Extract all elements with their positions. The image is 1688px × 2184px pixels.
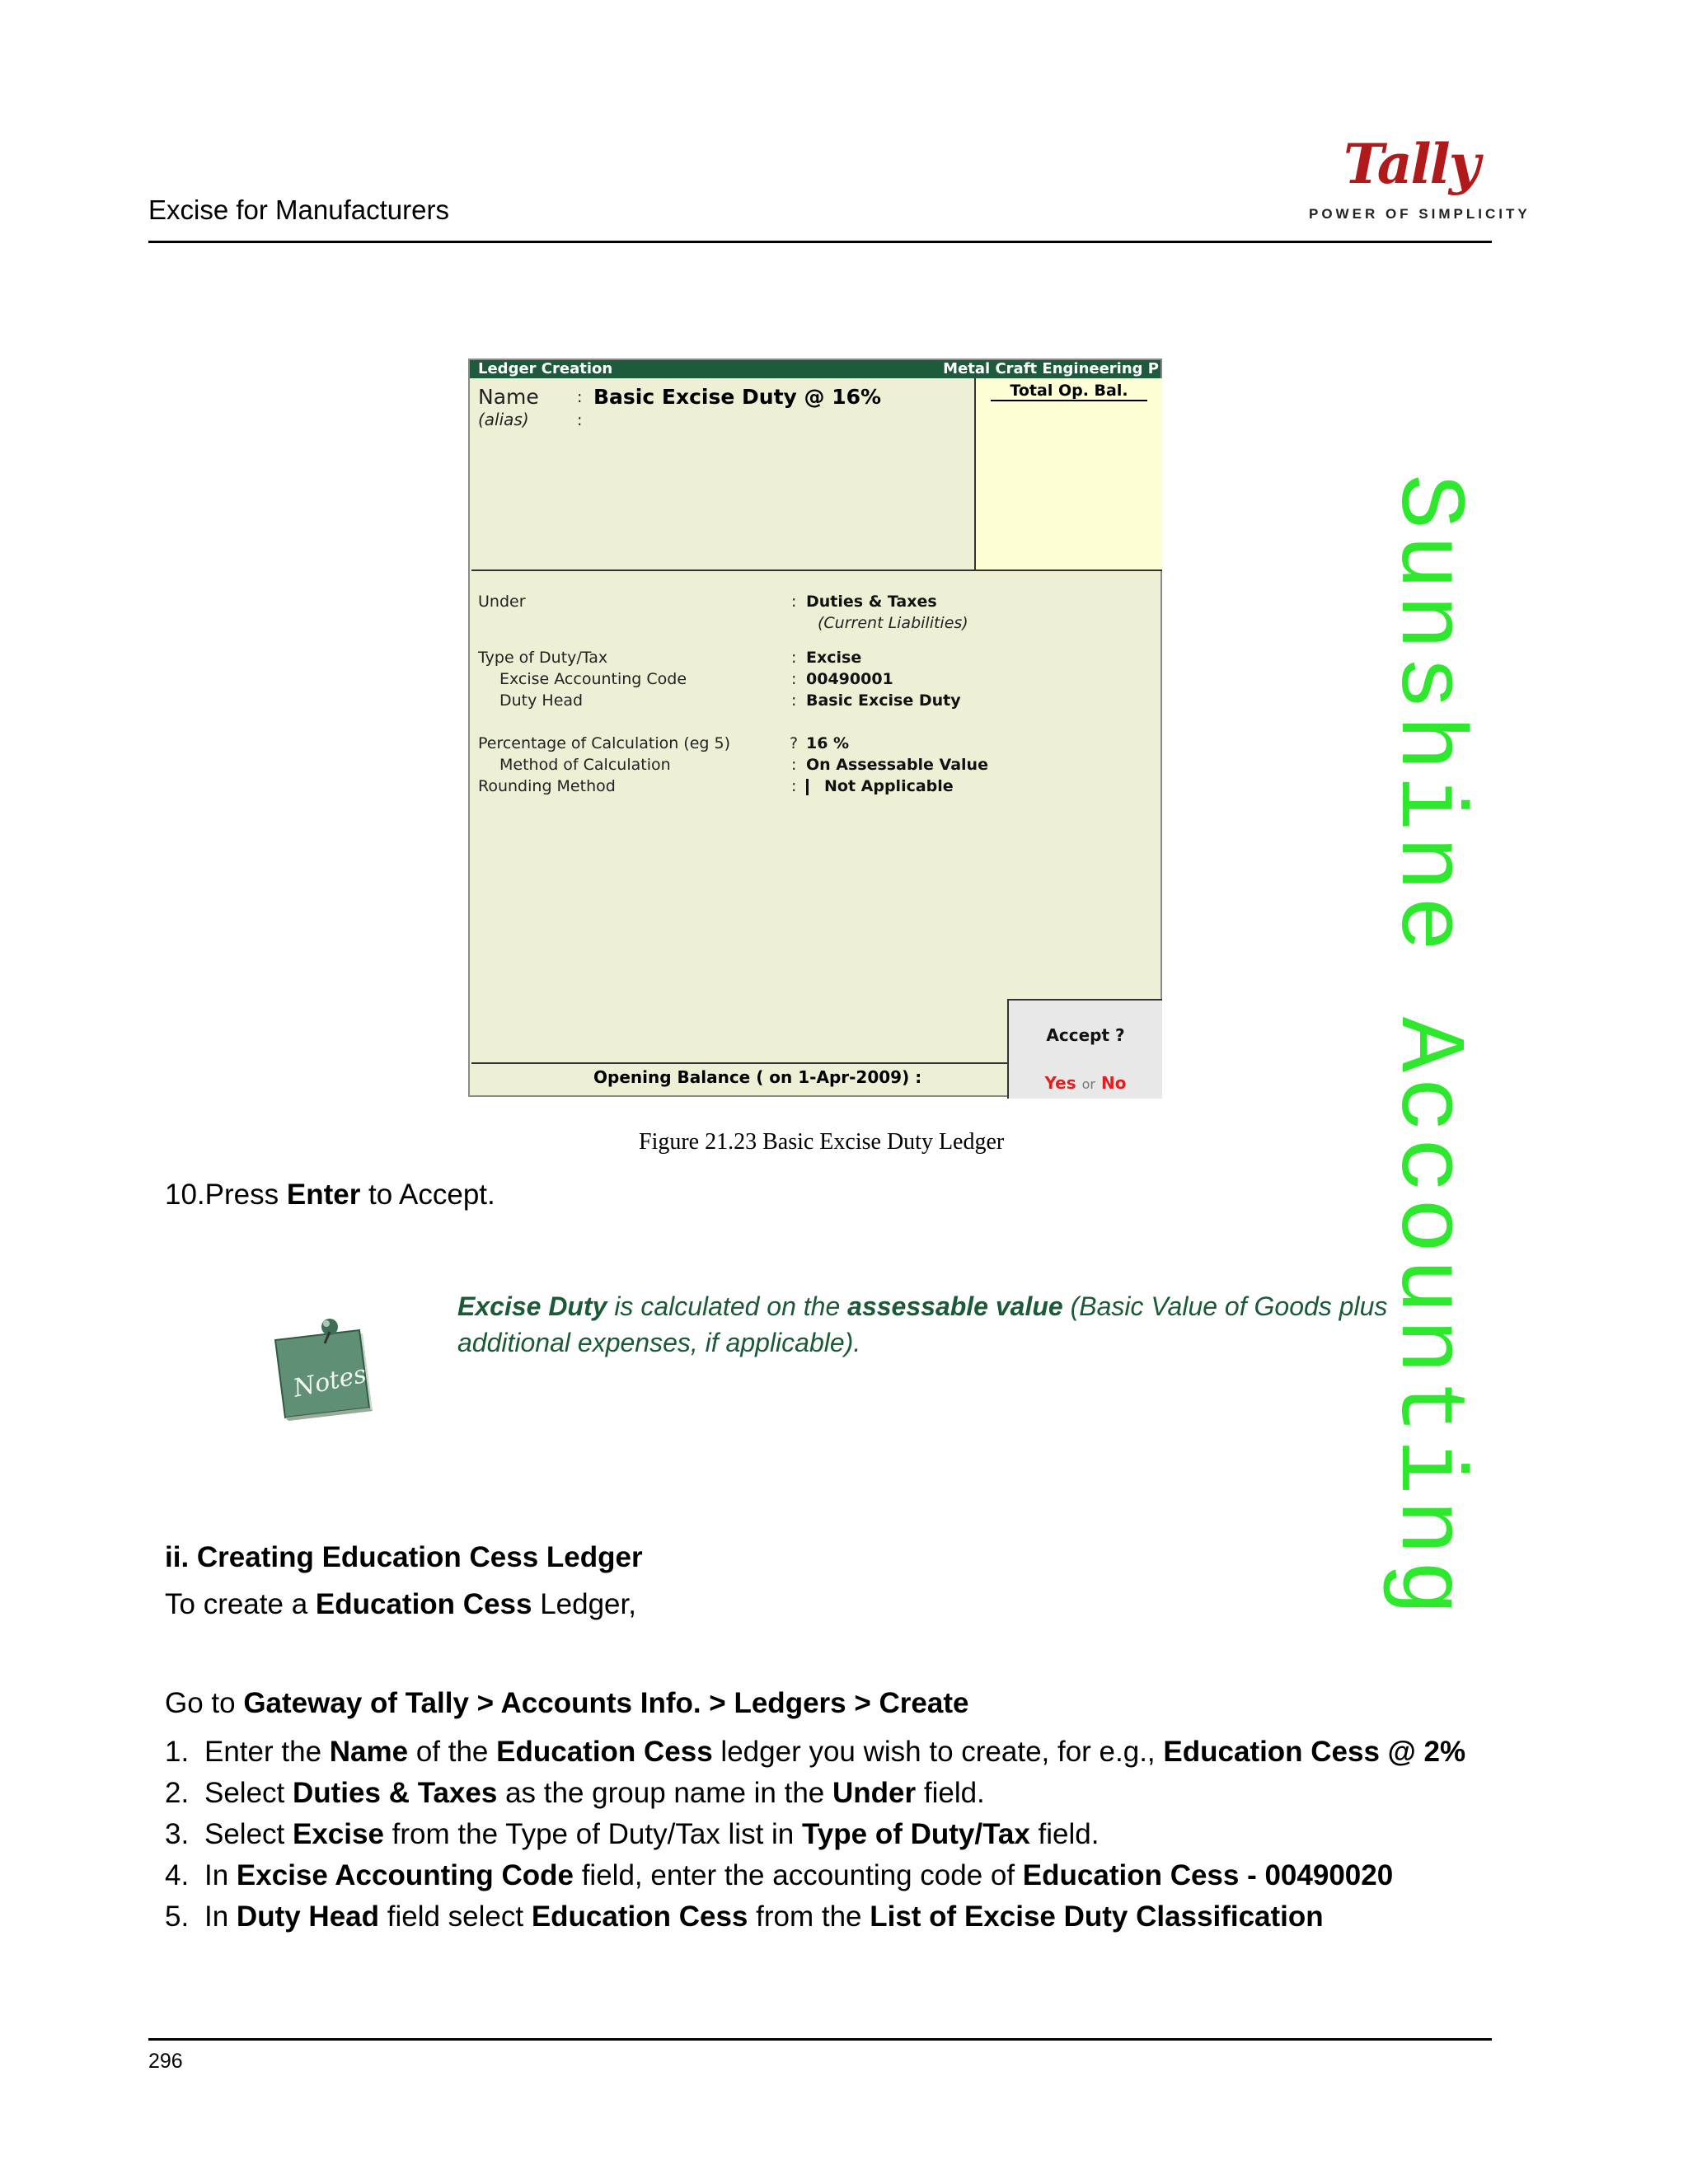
list-item-text: field, enter the accounting code of <box>573 1859 1023 1891</box>
method-field[interactable]: On Assessable Value <box>806 756 988 774</box>
list-item-bold: Education Cess <box>531 1900 757 1933</box>
alias-label: (alias) <box>478 410 529 429</box>
screenshot-titlebar <box>470 360 1160 378</box>
list-item-bold: Excise <box>293 1818 384 1850</box>
opening-balance-rule <box>471 1062 1007 1064</box>
list-item-bold: Education Cess <box>496 1736 713 1768</box>
accept-yes-button[interactable]: Yes <box>1044 1073 1076 1093</box>
list-item-bold: List of Excise Duty Classification <box>870 1900 1324 1933</box>
steps-list <box>165 1735 1484 1941</box>
notes-icon-label: Notes <box>290 1359 369 1404</box>
under-field[interactable]: Duties & Taxes <box>806 593 937 611</box>
list-item-number: 5. <box>165 1900 190 1933</box>
running-header-title: Excise for Manufacturers <box>148 194 449 225</box>
screen-title: Ledger Creation <box>478 360 613 377</box>
percentage-label: Percentage of Calculation (eg 5) <box>478 734 731 752</box>
goto-path <box>165 1687 968 1720</box>
accept-prompt: Accept ? <box>1046 1025 1125 1045</box>
method-label: Method of Calculation <box>499 756 671 774</box>
list-item-bold: Type of Duty/Tax <box>802 1818 1030 1850</box>
list-item-bold: Name <box>329 1736 409 1768</box>
list-item-text: of the <box>408 1736 497 1768</box>
list-item-number: 3. <box>165 1818 190 1850</box>
goto-pre: Go to <box>165 1687 244 1719</box>
tally-logo-tagline: POWER OF SIMPLICITY <box>1309 206 1531 222</box>
accept-or: or <box>1081 1076 1095 1092</box>
list-item-text: from the <box>756 1900 870 1933</box>
list-item-number: 1. <box>165 1736 190 1768</box>
list-item-text: ledger you wish to create, for e.g., <box>712 1736 1164 1768</box>
figure-caption: Figure 21.23 Basic Excise Duty Ledger <box>639 1129 1005 1155</box>
ledger-creation-screenshot <box>468 359 1162 1097</box>
screen-separator <box>471 569 1160 571</box>
section-heading: ii. Creating Education Cess Ledger <box>165 1541 643 1573</box>
list-item-number: 2. <box>165 1777 190 1809</box>
rounding-label: Rounding Method <box>478 777 616 795</box>
list-item-bold: Duties & Taxes <box>293 1777 498 1809</box>
name-colon: : <box>577 388 583 406</box>
list-item <box>165 1900 1484 1934</box>
percentage-field[interactable]: 16 % <box>806 734 850 752</box>
list-item-bold: Education Cess @ 2% <box>1163 1736 1466 1768</box>
accept-no-button[interactable]: No <box>1100 1073 1127 1093</box>
list-item <box>165 1858 1484 1893</box>
list-item-text: Select <box>204 1777 293 1809</box>
intro-bold: Education Cess <box>315 1588 532 1620</box>
list-item-text: from the Type of Duty/Tax list in <box>383 1818 802 1850</box>
duty-type-sep: : <box>791 649 797 667</box>
alias-colon: : <box>577 411 583 429</box>
step-10-post: to Accept. <box>360 1179 495 1211</box>
list-item-text: In <box>204 1900 237 1933</box>
tally-logo: Tally <box>1343 132 1479 196</box>
list-item-text: In <box>204 1859 237 1891</box>
accept-dialog <box>1007 999 1162 1099</box>
list-item-text: field. <box>1029 1818 1100 1850</box>
note-text-1: is calculated on the <box>607 1291 848 1321</box>
percentage-sep: ? <box>790 734 799 752</box>
name-label: Name <box>478 385 539 409</box>
note-bold-2: assessable value <box>847 1291 1063 1321</box>
list-item-text: as the group name in the <box>497 1777 832 1809</box>
rounding-field[interactable]: Not Applicable <box>824 777 954 795</box>
name-field[interactable]: Basic Excise Duty @ 16% <box>593 385 882 409</box>
under-subgroup: (Current Liabilities) <box>818 614 968 632</box>
list-item-number: 4. <box>165 1859 190 1891</box>
page-number: 296 <box>148 2050 183 2073</box>
list-item-text: field. <box>916 1777 985 1809</box>
list-item <box>165 1735 1484 1769</box>
intro-pre: To create a <box>165 1588 316 1620</box>
step-10 <box>165 1179 495 1212</box>
list-item-text: Select <box>204 1818 293 1850</box>
step-10-pre: 10.Press <box>165 1179 287 1211</box>
list-item-text: field select <box>379 1900 532 1933</box>
list-item <box>165 1776 1484 1811</box>
note-bold-1: Excise Duty <box>457 1291 607 1321</box>
duty-type-field[interactable]: Excise <box>806 649 862 667</box>
duty-head-sep: : <box>791 691 797 710</box>
opening-balance-label: Opening Balance ( on 1-Apr-2009) : <box>593 1067 922 1087</box>
header-rule <box>148 241 1492 243</box>
total-op-bal-label: Total Op. Bal. <box>991 382 1147 401</box>
list-item-bold: Excise Accounting Code <box>236 1859 574 1891</box>
duty-head-field[interactable]: Basic Excise Duty <box>806 691 961 710</box>
section-intro <box>165 1588 636 1621</box>
step-10-key: Enter <box>286 1179 361 1211</box>
company-name: Metal Craft Engineering P <box>943 360 1159 377</box>
note-text <box>457 1288 1397 1361</box>
under-label: Under <box>478 593 526 611</box>
note-text-2: (Basic Value of Goods plus additional expenses, if applicable). <box>457 1291 1388 1357</box>
duty-type-label: Type of Duty/Tax <box>478 649 608 667</box>
footer-rule <box>148 2038 1492 2041</box>
rounding-sep: : <box>791 777 797 795</box>
list-item <box>165 1817 1484 1852</box>
total-op-bal-panel <box>974 378 1162 571</box>
list-item-text: Enter the <box>204 1736 330 1768</box>
duty-head-label: Duty Head <box>499 691 584 710</box>
goto-bold: Gateway of Tally > Accounts Info. > Ledgers > Create <box>243 1687 969 1719</box>
text-cursor <box>806 779 809 795</box>
accept-options <box>1009 1073 1162 1093</box>
list-item-bold: Duty Head <box>236 1900 380 1933</box>
intro-post: Ledger, <box>532 1588 636 1620</box>
under-sep: : <box>791 593 797 611</box>
notes-icon <box>272 1319 379 1430</box>
method-sep: : <box>791 756 797 774</box>
accounting-code-field[interactable]: 00490001 <box>806 670 893 688</box>
watermark: Sunshine Accounting <box>1375 474 1479 1621</box>
list-item-bold: Under <box>832 1777 917 1809</box>
accounting-code-sep: : <box>791 670 797 688</box>
list-item-bold: Education Cess - 00490020 <box>1022 1859 1394 1891</box>
accounting-code-label: Excise Accounting Code <box>499 670 687 688</box>
